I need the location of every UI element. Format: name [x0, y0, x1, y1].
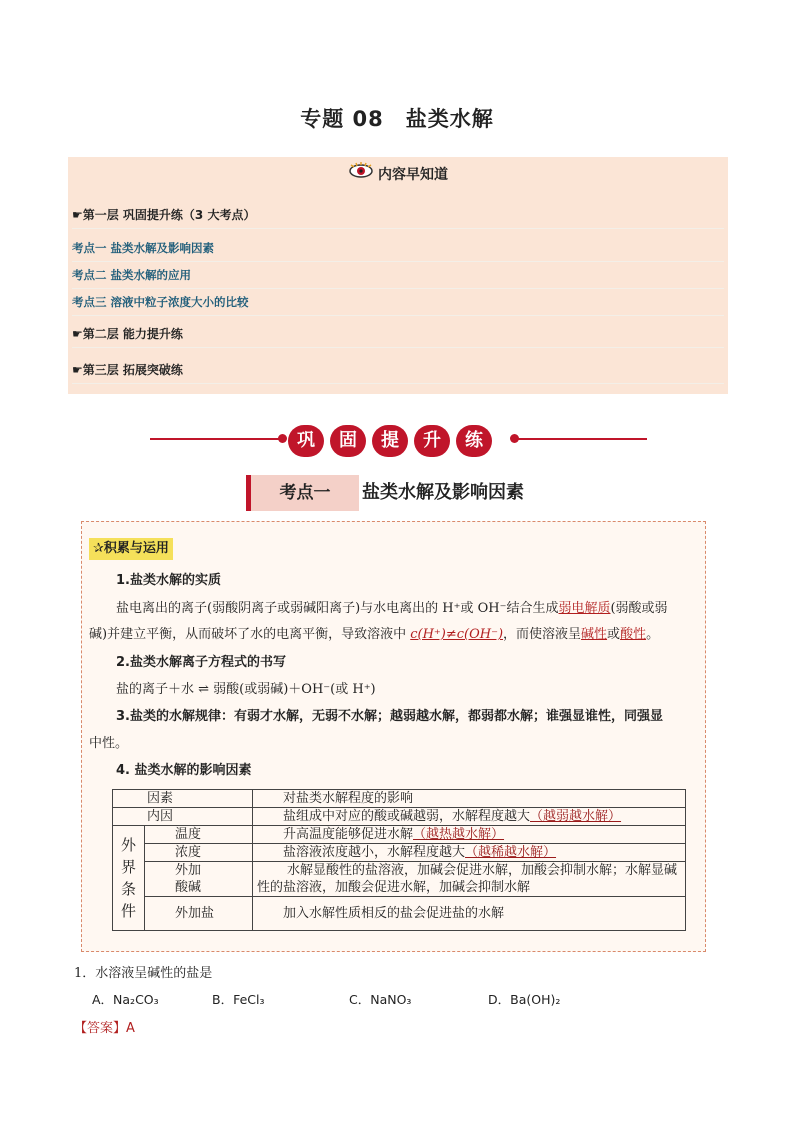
table-header-factor: 因素	[113, 790, 253, 808]
question-stem: 1．水溶液呈碱性的盐是	[74, 966, 213, 981]
banner-line-right	[515, 438, 647, 440]
inner-text: 盐组成中对应的酸或碱越弱，水解程度越大	[283, 809, 531, 824]
section-banner	[288, 425, 508, 457]
table-cell-inner: 内因	[113, 808, 253, 826]
option-c[interactable]: C．NaNO₃	[349, 992, 412, 1007]
section-1-heading: 1.盐类水解的实质	[116, 573, 221, 588]
section-2-heading: 2.盐类水解离子方程式的书写	[116, 655, 286, 670]
eye-icon	[348, 160, 374, 190]
temp-text: 升高温度能够促进水解	[283, 827, 414, 842]
conc-note: （越稀越水解）	[465, 845, 557, 860]
table-row	[113, 826, 686, 844]
answer-label: 【答案】	[74, 1021, 127, 1036]
s1-line2a: 碱)并建立平衡，从而破坏了水的电离平衡，导致溶液中	[89, 627, 407, 642]
toc-point-2[interactable]: 考点二 盐类水解的应用	[72, 262, 724, 289]
s1-end: 。	[646, 627, 660, 642]
kaodian-label: 考点一	[246, 475, 359, 511]
toc-layer-3[interactable]: ☛第三层 拓展突破练	[72, 357, 724, 384]
table-row	[113, 862, 686, 897]
option-a[interactable]: A．Na₂CO₃	[92, 992, 159, 1007]
s1-basic: 碱性	[581, 627, 608, 642]
table-cell-conc: 浓度	[145, 844, 253, 862]
s1-or: 或	[607, 627, 621, 642]
table-cell-outer: 外 界 条 件	[113, 826, 145, 931]
section-3-text-2: 中性。	[89, 736, 129, 751]
table-row	[113, 897, 686, 931]
answer	[74, 1017, 135, 1036]
s1-line1b: (弱酸或弱	[610, 601, 668, 616]
kaodian-title: 盐类水解及影响因素	[362, 482, 524, 503]
toc-point-3[interactable]: 考点三 溶液中粒子浓度大小的比较	[72, 289, 724, 316]
s1-line2b: ，而使溶液呈	[503, 627, 582, 642]
option-d[interactable]: D．Ba(OH)₂	[488, 992, 561, 1007]
table-cell-conc-text	[253, 844, 686, 862]
section-1-text	[89, 596, 701, 622]
conc-text: 盐溶液浓度越小，水解程度越大	[283, 845, 466, 860]
section-2-equation: 盐的离子＋水 ⇌ 弱酸(或弱碱)＋OH⁻(或 H⁺)	[116, 682, 376, 697]
section-3-text	[116, 704, 701, 730]
table-cell-temp: 温度	[145, 826, 253, 844]
toc-layer-1[interactable]: ☛第一层 巩固提升练（3 大考点）	[72, 202, 724, 229]
option-b[interactable]: B．FeCl₃	[212, 992, 265, 1007]
s1-acidic: 酸性	[620, 627, 647, 642]
factors-table	[112, 789, 686, 931]
section-4-heading: 4. 盐类水解的影响因素	[116, 763, 252, 778]
toc-heading	[68, 160, 728, 190]
banner-line-left	[150, 438, 284, 440]
accumulate-tag: ✰积累与运用	[89, 538, 173, 560]
table-cell-acidbase: 外加 酸碱	[145, 862, 253, 897]
page-title: 专题 08 盐类水解	[300, 107, 494, 131]
temp-note: （越热越水解）	[413, 827, 505, 842]
inner-note: （越弱越水解）	[530, 809, 622, 824]
banner-char: 固	[330, 425, 366, 457]
s1-condition: c(H⁺)≠c(OH⁻)	[410, 627, 504, 642]
toc-point-1[interactable]: 考点一 盐类水解及影响因素	[72, 235, 724, 262]
banner-char: 巩	[288, 425, 324, 457]
banner-dot-left	[278, 434, 287, 443]
table-cell-salt-text: 加入水解性质相反的盐会促进盐的水解	[253, 897, 686, 931]
toc-heading-label: 内容早知道	[378, 167, 448, 183]
section-1-text-2	[89, 622, 701, 648]
s1-line1: 盐电离出的离子(弱酸阴离子或弱碱阳离子)与水电离出的 H⁺或 OH⁻结合生成	[116, 601, 559, 616]
table-cell-inner-text	[253, 808, 686, 826]
table-row	[113, 808, 686, 826]
s1-weak-electrolyte: 弱电解质	[558, 601, 611, 616]
table-cell-acidbase-text: 水解显酸性的盐溶液，加碱会促进水解，加酸会抑制水解；水解显碱性的盐溶液，加酸会促进水解，加碱会抑制水解	[253, 862, 686, 897]
banner-char: 升	[414, 425, 450, 457]
table-row	[113, 844, 686, 862]
toc-layer-2[interactable]: ☛第二层 能力提升练	[72, 321, 724, 348]
banner-char: 练	[456, 425, 492, 457]
answer-value: A	[126, 1021, 135, 1036]
table-cell-temp-text	[253, 826, 686, 844]
banner-char: 提	[372, 425, 408, 457]
table-header-effect: 对盐类水解程度的影响	[253, 790, 686, 808]
table-cell-salt: 外加盐	[145, 897, 253, 931]
s3-line1: 3.盐类的水解规律：有弱才水解，无弱不水解；越弱越水解，都弱都水解；谁强显谁性，同强显	[116, 709, 663, 724]
table-row	[113, 790, 686, 808]
